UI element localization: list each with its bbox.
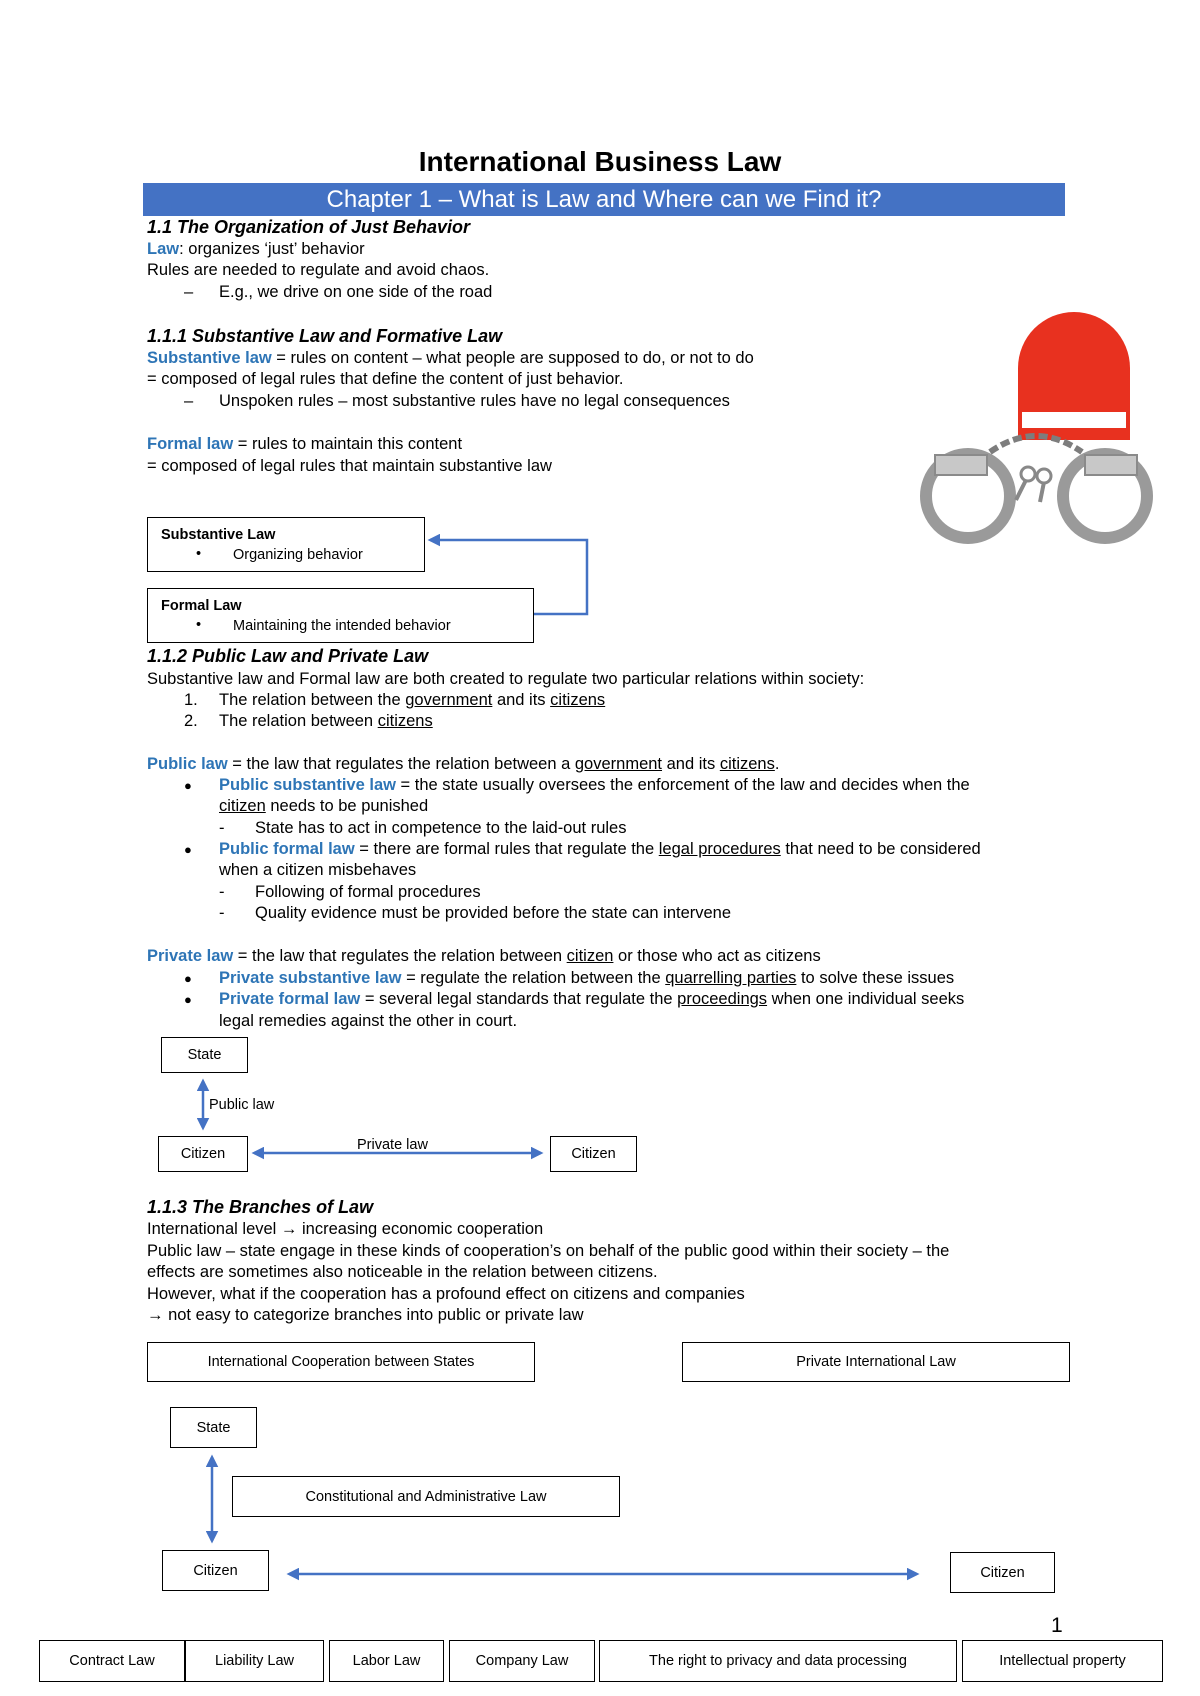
hyphen-item-text: Following of formal procedures [255,883,481,901]
term-public-substantive-law: Public substantive law [219,776,396,794]
dash-item [184,282,493,303]
page-number: 1 [1051,1614,1063,1637]
hyphen-marker: - [219,883,225,901]
box-item: Organizing behavior [233,547,363,563]
citizen-box-left: Citizen [158,1136,248,1172]
formal-def-text: = rules to maintain this content [233,435,463,453]
branches-line-3: effects are sometimes also noticeable in the relation between citizens. [147,1263,658,1281]
branches-line-4: However, what if the cooperation has a profound effect on citizens and companies [147,1285,745,1303]
term-private-law: Private law [147,947,234,965]
hyphen-item [219,903,732,924]
page-title: International Business Law [418,146,782,177]
hyphen-item-text: State has to act in competence to the laid-out rules [255,819,627,837]
list-item-text: The relation between citizens [219,712,433,730]
intl-cooperation-box: International Cooperation between States [147,1342,535,1382]
state-box: State [170,1407,257,1448]
bullet-continuation: when a citizen misbehaves [219,861,417,879]
hyphen-item [219,818,627,839]
bullet-private-formal: ● Private formal law = several legal standards that regulate the proceedings when one individual seeks [184,990,965,1008]
private-law-label: Private law [357,1137,428,1153]
rules-line: Rules are needed to regulate and avoid chaos. [147,261,490,279]
term-public-formal-law: Public formal law [219,840,355,858]
bottom-box-intellectual-property: Intellectual property [962,1640,1163,1682]
section-1-1-2-heading: 1.1.2 Public Law and Private Law [147,646,429,666]
box-bullet: • [196,617,202,633]
dash-item-text: Unspoken rules – most substantive rules have no legal consequences [219,392,730,410]
bullet-private-substantive: ● Private substantive law = regulate the relation between the quarrelling parties to solve these issues [184,969,955,987]
numbered-item-2 [184,711,433,732]
substantive-law-line2: = composed of legal rules that define the content of just behavior. [147,370,624,388]
box-bullet: • [196,546,202,562]
section-1-1-heading: 1.1 The Organization of Just Behavior [147,217,471,237]
hyphen-item [219,882,481,903]
box-title: Formal Law [161,598,242,614]
public-law-def: Public law = the law that regulates the relation between a government and its citizens. [147,755,780,773]
bottom-box-labor-law: Labor Law [329,1640,444,1682]
bullet-dot: ● [184,992,192,1007]
term-formal-law: Formal law [147,435,234,453]
bullet-continuation: citizen needs to be punished [219,797,429,815]
sub-def-text: = rules on content – what people are supposed to do, or not to do [271,349,754,367]
box-title: Substantive Law [161,527,276,543]
intro-line: Substantive law and Formal law are both created to regulate two particular relations within society: [147,670,865,688]
bullet-dot: ● [184,971,192,986]
branches-line-1: International level → increasing economic cooperation [147,1220,544,1238]
dash-marker: – [184,283,194,301]
law-def-text: : organizes ‘just’ behavior [179,240,365,258]
hyphen-marker: - [219,819,225,837]
list-number: 1. [184,691,198,709]
hyphen-marker: - [219,904,225,922]
bullet-continuation: legal remedies against the other in court. [219,1012,518,1030]
numbered-item-1 [184,690,606,711]
handcuffs-icon [926,436,1147,538]
branches-line-2: Public law – state engage in these kinds of cooperation’s on behalf of the public good within their society – the [147,1242,950,1260]
term-law: Law [147,240,180,258]
formal-law-box [147,588,534,643]
term-substantive-law: Substantive law [147,349,272,367]
const-admin-law-box: Constitutional and Administrative Law [232,1476,620,1517]
hyphen-item-text: Quality evidence must be provided before the state can intervene [255,904,732,922]
term-public-law: Public law [147,755,228,773]
section-1-1-1-heading: 1.1.1 Substantive Law and Formative Law [147,326,503,346]
formal-law-line2: = composed of legal rules that maintain substantive law [147,457,552,475]
box-item: Maintaining the intended behavior [233,618,451,634]
state-box: State [161,1037,248,1073]
bottom-box-liability-law: Liability Law [185,1640,324,1682]
private-intl-law-box: Private International Law [682,1342,1070,1382]
public-law-label: Public law [209,1097,275,1113]
citizen-box-left: Citizen [162,1550,269,1591]
formal-law-def [147,434,462,455]
citizen-box-right: Citizen [950,1552,1055,1593]
bullet-dot: ● [184,842,192,857]
dash-item [184,391,730,412]
bottom-box-privacy: The right to privacy and data processing [599,1640,957,1682]
law-definition [147,239,365,260]
section-1-1-3-heading: 1.1.3 The Branches of Law [147,1197,374,1217]
dash-marker: – [184,392,194,410]
branches-line-5: → not easy to categorize branches into public or private law [147,1306,584,1324]
no-entry-icon [1018,312,1130,440]
bottom-box-company-law: Company Law [449,1640,595,1682]
dash-item-text: E.g., we drive on one side of the road [219,283,493,301]
chapter-heading-bar [143,183,1065,216]
term-private-formal-law: Private formal law [219,990,361,1008]
bullet-public-formal: ● Public formal law = there are formal rules that regulate the legal procedures that need to be considered [184,840,981,858]
substantive-law-def [147,348,754,369]
citizen-box-right: Citizen [550,1136,637,1172]
chapter-heading-text: Chapter 1 – What is Law and Where can we Find it? [326,186,882,213]
substantive-law-box [147,517,425,572]
private-law-def: Private law = the law that regulates the relation between citizen or those who act as citizens [147,947,821,965]
list-item-text: The relation between the government and its citizens [219,691,606,709]
list-number: 2. [184,712,198,730]
bullet-public-substantive: ● Public substantive law = the state usually oversees the enforcement of the law and decides when the [184,776,970,794]
term-private-substantive-law: Private substantive law [219,969,402,987]
bullet-dot: ● [184,778,192,793]
bottom-box-contract-law: Contract Law [39,1640,185,1682]
